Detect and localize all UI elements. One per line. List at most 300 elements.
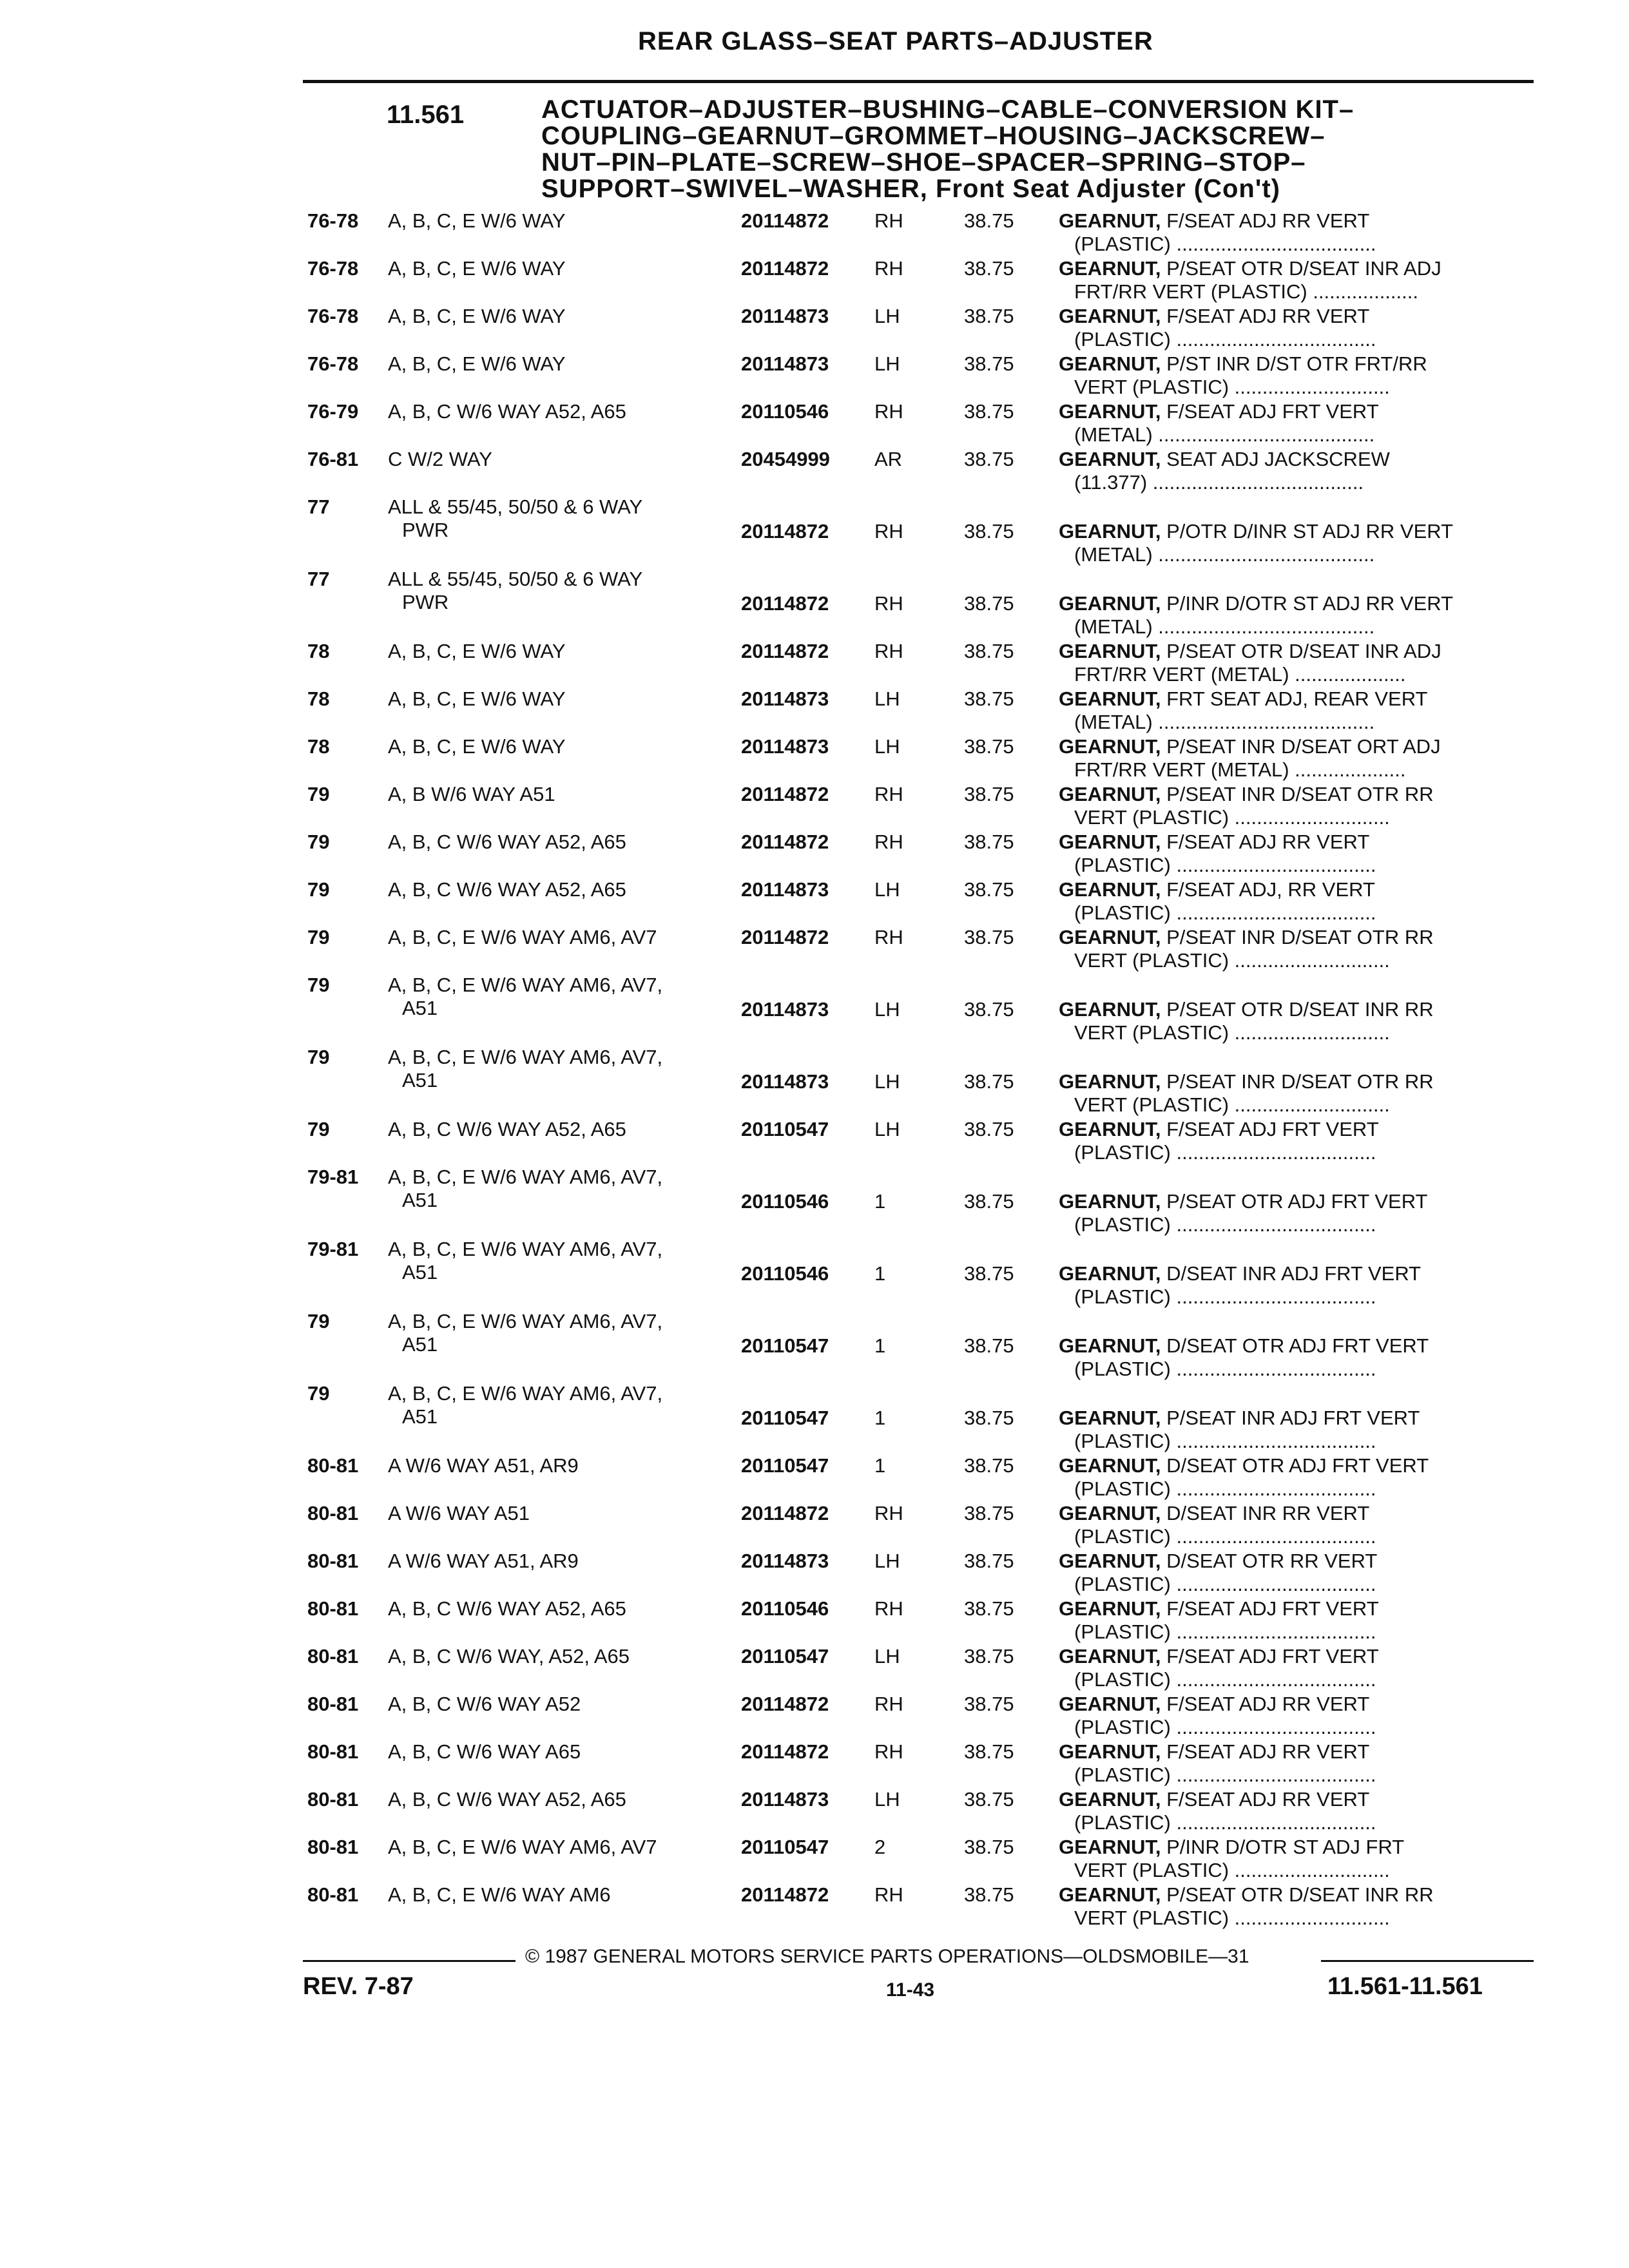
row-description-continued: VERT (PLASTIC) ............................	[1074, 1907, 1390, 1929]
row-side: RH	[874, 783, 903, 805]
row-model	[388, 568, 729, 614]
row-part-number: 20110546	[741, 1262, 829, 1285]
row-price: 38.75	[964, 640, 1014, 662]
row-model-text: A, B, C, E W/6 WAY AM6, AV7,	[388, 1238, 663, 1260]
row-model-text: A, B, C, E W/6 WAY AM6, AV7,	[388, 1046, 663, 1068]
row-part-number: 20110546	[741, 1597, 829, 1620]
row-description-name: GEARNUT,	[1059, 1693, 1161, 1715]
row-price: 38.75	[964, 1693, 1014, 1715]
row-description-name: GEARNUT,	[1059, 926, 1161, 948]
row-part-number: 20114873	[741, 735, 829, 758]
row-description-continued: (PLASTIC) ....................................	[1074, 1716, 1376, 1738]
row-part-number: 20110546	[741, 400, 829, 423]
row-description-continued: (PLASTIC) ....................................	[1074, 233, 1376, 255]
footer-page-number: 11-43	[886, 1979, 935, 2001]
row-description	[1059, 257, 1536, 303]
row-description-text: D/SEAT OTR RR VERT	[1161, 1550, 1378, 1572]
row-description	[1059, 1836, 1536, 1882]
row-model-text: ALL & 55/45, 50/50 & 6 WAY	[388, 495, 643, 518]
row-model-text: A W/6 WAY A51, AR9	[388, 1454, 579, 1477]
row-side: RH	[874, 1693, 903, 1715]
row-model	[388, 783, 729, 806]
row-side: LH	[874, 1788, 900, 1811]
row-price: 38.75	[964, 735, 1014, 758]
row-model	[388, 1118, 729, 1141]
row-model	[388, 1645, 729, 1668]
row-year: 79-81	[307, 1166, 359, 1188]
row-description-text: P/SEAT INR D/SEAT ORT ADJ	[1161, 735, 1441, 758]
row-part-number: 20114873	[741, 998, 829, 1021]
row-model	[388, 1740, 729, 1763]
row-description-text: P/SEAT OTR ADJ FRT VERT	[1161, 1190, 1428, 1213]
row-description	[1059, 1118, 1536, 1164]
row-side: 1	[874, 1407, 886, 1429]
row-model	[388, 1883, 729, 1907]
row-description-name: GEARNUT,	[1059, 1502, 1161, 1524]
row-model-text: A, B, C, E W/6 WAY	[388, 257, 566, 280]
row-model	[388, 1836, 729, 1859]
row-model-text: A, B, C, E W/6 WAY AM6, AV7,	[388, 974, 663, 996]
row-year: 80-81	[307, 1597, 359, 1620]
row-model-text: A, B, C, E W/6 WAY	[388, 352, 566, 375]
row-model	[388, 1382, 729, 1428]
row-part-number: 20110547	[741, 1836, 829, 1858]
row-description-text: P/INR D/OTR ST ADJ FRT	[1161, 1836, 1405, 1858]
row-description-name: GEARNUT,	[1059, 1550, 1161, 1572]
row-model-text-continued: A51	[402, 1069, 438, 1091]
row-year: 80-81	[307, 1788, 359, 1811]
row-model-text: A W/6 WAY A51, AR9	[388, 1550, 579, 1572]
row-year: 79	[307, 926, 330, 948]
row-year: 79	[307, 1382, 330, 1405]
row-model	[388, 1046, 729, 1092]
row-price: 38.75	[964, 400, 1014, 423]
row-description	[1059, 1550, 1536, 1596]
row-description-text: F/SEAT ADJ FRT VERT	[1161, 1645, 1379, 1667]
row-description-name: GEARNUT,	[1059, 1454, 1161, 1477]
row-side: LH	[874, 687, 900, 710]
row-model	[388, 400, 729, 423]
row-year: 77	[307, 568, 330, 590]
row-year: 80-81	[307, 1883, 359, 1906]
row-description-text: D/SEAT INR ADJ FRT VERT	[1161, 1262, 1422, 1285]
row-side: RH	[874, 640, 903, 662]
row-year: 76-78	[307, 352, 359, 375]
row-side: 1	[874, 1262, 886, 1285]
row-model	[388, 352, 729, 376]
row-description	[1059, 1334, 1536, 1381]
row-description	[1059, 1407, 1536, 1453]
row-description-continued: (11.377) ......................................	[1074, 471, 1364, 494]
row-description-continued: (PLASTIC) ....................................	[1074, 854, 1376, 876]
row-description	[1059, 1740, 1536, 1787]
row-model	[388, 495, 729, 542]
row-side: LH	[874, 998, 900, 1021]
row-description-continued: (PLASTIC) ....................................	[1074, 1285, 1376, 1308]
header-divider	[303, 80, 1534, 83]
row-price: 38.75	[964, 257, 1014, 280]
row-side: LH	[874, 878, 900, 901]
row-model-text: A, B, C, E W/6 WAY	[388, 687, 566, 710]
section-title-line: COUPLING–GEARNUT–GROMMET–HOUSING–JACKSCREW–	[541, 122, 1325, 150]
row-description-name: GEARNUT,	[1059, 687, 1161, 710]
row-model	[388, 1550, 729, 1573]
row-description	[1059, 783, 1536, 829]
row-description-text: D/SEAT OTR ADJ FRT VERT	[1161, 1334, 1429, 1357]
row-description-name: GEARNUT,	[1059, 520, 1161, 543]
row-description-name: GEARNUT,	[1059, 1070, 1161, 1093]
row-model-text-continued: A51	[402, 1405, 438, 1428]
row-part-number: 20110547	[741, 1334, 829, 1357]
row-price: 38.75	[964, 831, 1014, 853]
row-part-number: 20114873	[741, 1070, 829, 1093]
row-part-number: 20114873	[741, 305, 829, 327]
row-side: RH	[874, 257, 903, 280]
row-description-name: GEARNUT,	[1059, 1334, 1161, 1357]
row-model-text: A, B, C, E W/6 WAY AM6, AV7,	[388, 1310, 663, 1332]
row-model-text: C W/2 WAY	[388, 448, 492, 470]
row-model-text-continued: A51	[402, 1189, 438, 1211]
section-title-line: ACTUATOR–ADJUSTER–BUSHING–CABLE–CONVERSION KIT–	[541, 95, 1354, 124]
row-price: 38.75	[964, 1788, 1014, 1811]
row-side: AR	[874, 448, 903, 470]
row-model-text: A, B, C, E W/6 WAY AM6, AV7,	[388, 1382, 663, 1405]
row-description	[1059, 400, 1536, 447]
row-model-text: A, B, C, E W/6 WAY	[388, 209, 566, 232]
row-model	[388, 1310, 729, 1356]
row-model-text: A, B, C W/6 WAY A52, A65	[388, 1118, 626, 1140]
row-part-number: 20114872	[741, 831, 829, 853]
row-description-continued: (PLASTIC) ....................................	[1074, 1573, 1376, 1595]
row-price: 38.75	[964, 305, 1014, 327]
row-year: 76-78	[307, 209, 359, 232]
row-model	[388, 1454, 729, 1477]
row-part-number: 20114872	[741, 257, 829, 280]
footer-revision: REV. 7-87	[303, 1973, 414, 2000]
row-side: LH	[874, 352, 900, 375]
row-side: RH	[874, 592, 903, 615]
row-year: 79	[307, 878, 330, 901]
row-side: RH	[874, 831, 903, 853]
row-description-continued: (PLASTIC) ....................................	[1074, 1477, 1376, 1500]
row-description-continued: VERT (PLASTIC) ............................	[1074, 806, 1390, 829]
row-description-continued: (PLASTIC) ....................................	[1074, 1620, 1376, 1643]
row-description-text: FRT SEAT ADJ, REAR VERT	[1161, 687, 1428, 710]
row-year: 77	[307, 495, 330, 518]
row-description	[1059, 1645, 1536, 1691]
row-side: RH	[874, 1740, 903, 1763]
row-description-name: GEARNUT,	[1059, 1836, 1161, 1858]
row-part-number: 20114873	[741, 878, 829, 901]
row-side: 1	[874, 1190, 886, 1213]
row-description-continued: (PLASTIC) ....................................	[1074, 1668, 1376, 1691]
row-description-text: P/SEAT OTR D/SEAT INR RR	[1161, 998, 1434, 1021]
row-description-text: F/SEAT ADJ, RR VERT	[1161, 878, 1375, 901]
footer-divider-left	[303, 1960, 516, 1962]
row-model	[388, 926, 729, 949]
row-description	[1059, 687, 1536, 734]
row-model-text: A, B, C W/6 WAY A52, A65	[388, 831, 626, 853]
row-description	[1059, 878, 1536, 925]
row-description-name: GEARNUT,	[1059, 1597, 1161, 1620]
row-part-number: 20114872	[741, 1883, 829, 1906]
row-year: 80-81	[307, 1454, 359, 1477]
row-price: 38.75	[964, 1883, 1014, 1906]
section-title-line: SUPPORT–SWIVEL–WASHER, Front Seat Adjuster (Con't)	[541, 175, 1280, 203]
row-description-text: P/SEAT INR D/SEAT OTR RR	[1161, 1070, 1434, 1093]
row-price: 38.75	[964, 1407, 1014, 1429]
row-description-continued: FRT/RR VERT (METAL) ....................	[1074, 758, 1406, 781]
row-model-text: A, B, C W/6 WAY A52	[388, 1693, 581, 1715]
row-side: LH	[874, 1550, 900, 1572]
row-description-name: GEARNUT,	[1059, 400, 1161, 423]
row-part-number: 20114872	[741, 640, 829, 662]
row-description-text: F/SEAT ADJ RR VERT	[1161, 1788, 1370, 1811]
row-description-name: GEARNUT,	[1059, 352, 1161, 375]
row-model	[388, 735, 729, 758]
footer-divider-right	[1321, 1960, 1534, 1962]
row-year: 79	[307, 1046, 330, 1068]
row-side: LH	[874, 1118, 900, 1140]
row-side: LH	[874, 735, 900, 758]
row-model-text: A, B, C, E W/6 WAY AM6, AV7	[388, 1836, 657, 1858]
row-model	[388, 640, 729, 663]
row-model	[388, 209, 729, 233]
row-price: 38.75	[964, 1334, 1014, 1357]
row-price: 38.75	[964, 1190, 1014, 1213]
row-model-text: A, B, C W/6 WAY A65	[388, 1740, 581, 1763]
row-year: 79	[307, 1310, 330, 1332]
row-description-text: SEAT ADJ JACKSCREW	[1161, 448, 1390, 470]
row-side: RH	[874, 209, 903, 232]
row-description	[1059, 448, 1536, 494]
row-price: 38.75	[964, 1836, 1014, 1858]
row-price: 38.75	[964, 1070, 1014, 1093]
row-year: 76-79	[307, 400, 359, 423]
row-model	[388, 1166, 729, 1212]
row-description	[1059, 520, 1536, 566]
row-description-name: GEARNUT,	[1059, 1190, 1161, 1213]
row-year: 76-78	[307, 257, 359, 280]
row-part-number: 20114873	[741, 1550, 829, 1572]
row-description-continued: (PLASTIC) ....................................	[1074, 901, 1376, 924]
row-description-name: GEARNUT,	[1059, 831, 1161, 853]
row-model	[388, 878, 729, 901]
row-model	[388, 831, 729, 854]
row-description-continued: (PLASTIC) ....................................	[1074, 1213, 1376, 1236]
row-description-continued: (PLASTIC) ....................................	[1074, 1141, 1376, 1164]
row-description-name: GEARNUT,	[1059, 1262, 1161, 1285]
row-description-text: F/SEAT ADJ FRT VERT	[1161, 1597, 1379, 1620]
row-description-continued: VERT (PLASTIC) ............................	[1074, 1093, 1390, 1116]
section-title	[541, 97, 1534, 202]
row-part-number: 20114873	[741, 352, 829, 375]
row-price: 38.75	[964, 1740, 1014, 1763]
row-description-name: GEARNUT,	[1059, 1740, 1161, 1763]
row-model-text: A, B, C W/6 WAY A52, A65	[388, 1788, 626, 1811]
row-part-number: 20110547	[741, 1645, 829, 1667]
row-year: 80-81	[307, 1502, 359, 1524]
row-side: RH	[874, 1883, 903, 1906]
row-description	[1059, 209, 1536, 256]
row-description	[1059, 926, 1536, 972]
row-description-continued: FRT/RR VERT (PLASTIC) ...................	[1074, 280, 1418, 303]
row-year: 80-81	[307, 1836, 359, 1858]
row-description-continued: (PLASTIC) ....................................	[1074, 328, 1376, 351]
row-description-text: F/SEAT ADJ RR VERT	[1161, 209, 1370, 232]
row-year: 79	[307, 1118, 330, 1140]
row-part-number: 20110546	[741, 1190, 829, 1213]
row-part-number: 20114872	[741, 592, 829, 615]
row-model-text: A, B W/6 WAY A51	[388, 783, 555, 805]
row-price: 38.75	[964, 1645, 1014, 1667]
row-model	[388, 687, 729, 711]
row-description-text: D/SEAT OTR ADJ FRT VERT	[1161, 1454, 1429, 1477]
row-description	[1059, 1788, 1536, 1834]
row-description-text: P/SEAT OTR D/SEAT INR ADJ	[1161, 640, 1441, 662]
row-part-number: 20114873	[741, 687, 829, 710]
row-side: RH	[874, 1502, 903, 1524]
row-description-name: GEARNUT,	[1059, 305, 1161, 327]
row-year: 80-81	[307, 1740, 359, 1763]
row-side: RH	[874, 520, 903, 543]
row-year: 78	[307, 687, 330, 710]
footer-copyright: © 1987 GENERAL MOTORS SERVICE PARTS OPERATIONS—OLDSMOBILE—31	[525, 1946, 1249, 1967]
row-model-text: A, B, C W/6 WAY, A52, A65	[388, 1645, 630, 1667]
row-model	[388, 1502, 729, 1525]
row-description-name: GEARNUT,	[1059, 1645, 1161, 1667]
row-price: 38.75	[964, 592, 1014, 615]
row-part-number: 20114872	[741, 520, 829, 543]
row-price: 38.75	[964, 1454, 1014, 1477]
row-description-name: GEARNUT,	[1059, 448, 1161, 470]
row-description-continued: (METAL) .......................................	[1074, 615, 1375, 638]
section-number: 11.561	[387, 101, 465, 129]
row-part-number: 20114872	[741, 209, 829, 232]
row-description	[1059, 831, 1536, 877]
row-year: 78	[307, 640, 330, 662]
row-description-continued: (PLASTIC) ....................................	[1074, 1358, 1376, 1380]
row-model-text: A, B, C, E W/6 WAY AM6	[388, 1883, 611, 1906]
row-description-continued: VERT (PLASTIC) ............................	[1074, 949, 1390, 972]
row-description-continued: (PLASTIC) ....................................	[1074, 1525, 1376, 1548]
page-title: REAR GLASS–SEAT PARTS–ADJUSTER	[638, 27, 1153, 55]
row-description-name: GEARNUT,	[1059, 640, 1161, 662]
row-side: 2	[874, 1836, 886, 1858]
row-model-text-continued: A51	[402, 1261, 438, 1283]
row-part-number: 20114872	[741, 1502, 829, 1524]
row-year: 79	[307, 974, 330, 996]
row-description	[1059, 1262, 1536, 1309]
row-description-text: F/SEAT ADJ RR VERT	[1161, 1740, 1370, 1763]
row-year: 76-81	[307, 448, 359, 470]
row-price: 38.75	[964, 448, 1014, 470]
row-description-name: GEARNUT,	[1059, 592, 1161, 615]
section-title-line: NUT–PIN–PLATE–SCREW–SHOE–SPACER–SPRING–STOP–	[541, 148, 1306, 177]
row-side: RH	[874, 926, 903, 948]
row-description-continued: VERT (PLASTIC) ............................	[1074, 1021, 1390, 1044]
row-description	[1059, 352, 1536, 399]
row-part-number: 20114872	[741, 926, 829, 948]
row-description-name: GEARNUT,	[1059, 257, 1161, 280]
row-model-text: ALL & 55/45, 50/50 & 6 WAY	[388, 568, 643, 590]
row-description-continued: VERT (PLASTIC) ............................	[1074, 376, 1390, 398]
row-model-text: A, B, C, E W/6 WAY	[388, 305, 566, 327]
row-description-text: P/OTR D/INR ST ADJ RR VERT	[1161, 520, 1454, 543]
row-part-number: 20110547	[741, 1118, 829, 1140]
row-description	[1059, 305, 1536, 351]
row-description-text: P/SEAT OTR D/SEAT INR ADJ	[1161, 257, 1441, 280]
row-description-continued: (METAL) .......................................	[1074, 711, 1375, 733]
row-price: 38.75	[964, 998, 1014, 1021]
footer-section-range: 11.561-11.561	[1327, 1973, 1483, 2000]
row-description-name: GEARNUT,	[1059, 1883, 1161, 1906]
row-description-name: GEARNUT,	[1059, 998, 1161, 1021]
row-description-name: GEARNUT,	[1059, 878, 1161, 901]
row-side: RH	[874, 400, 903, 423]
row-description-name: GEARNUT,	[1059, 735, 1161, 758]
row-description-continued: (METAL) .......................................	[1074, 423, 1375, 446]
row-part-number: 20454999	[741, 448, 830, 470]
row-price: 38.75	[964, 520, 1014, 543]
row-year: 80-81	[307, 1693, 359, 1715]
row-side: LH	[874, 305, 900, 327]
row-year: 76-78	[307, 305, 359, 327]
row-description-text: F/SEAT ADJ RR VERT	[1161, 305, 1370, 327]
row-description-continued: (PLASTIC) ....................................	[1074, 1811, 1376, 1834]
row-model-text-continued: PWR	[402, 591, 449, 613]
row-description	[1059, 998, 1536, 1044]
row-description-text: P/SEAT INR D/SEAT OTR RR	[1161, 926, 1434, 948]
row-model	[388, 257, 729, 280]
row-model-text: A, B, C, E W/6 WAY	[388, 735, 566, 758]
row-description-text: F/SEAT ADJ RR VERT	[1161, 831, 1370, 853]
row-model-text: A, B, C W/6 WAY A52, A65	[388, 400, 626, 423]
row-price: 38.75	[964, 1550, 1014, 1572]
row-description-name: GEARNUT,	[1059, 1788, 1161, 1811]
row-description	[1059, 640, 1536, 686]
row-description	[1059, 1502, 1536, 1548]
row-description-name: GEARNUT,	[1059, 783, 1161, 805]
row-model-text: A W/6 WAY A51	[388, 1502, 530, 1524]
row-price: 38.75	[964, 1502, 1014, 1524]
row-price: 38.75	[964, 209, 1014, 232]
row-part-number: 20110547	[741, 1407, 829, 1429]
row-part-number: 20114872	[741, 1740, 829, 1763]
row-description-text: F/SEAT ADJ RR VERT	[1161, 1693, 1370, 1715]
row-price: 38.75	[964, 1262, 1014, 1285]
row-part-number: 20114872	[741, 783, 829, 805]
row-model-text: A, B, C, E W/6 WAY AM6, AV7	[388, 926, 657, 948]
row-description-name: GEARNUT,	[1059, 209, 1161, 232]
row-model-text: A, B, C W/6 WAY A52, A65	[388, 878, 626, 901]
row-model-text-continued: A51	[402, 997, 438, 1019]
row-description-continued: VERT (PLASTIC) ............................	[1074, 1859, 1390, 1881]
row-description-continued: (METAL) .......................................	[1074, 543, 1375, 566]
row-description	[1059, 1693, 1536, 1739]
row-model	[388, 448, 729, 471]
row-price: 38.75	[964, 1597, 1014, 1620]
row-description	[1059, 1190, 1536, 1236]
row-year: 79	[307, 831, 330, 853]
row-model-text: A, B, C, E W/6 WAY	[388, 640, 566, 662]
row-model	[388, 305, 729, 328]
row-side: 1	[874, 1334, 886, 1357]
row-price: 38.75	[964, 878, 1014, 901]
row-description-text: P/SEAT OTR D/SEAT INR RR	[1161, 1883, 1434, 1906]
row-model-text-continued: A51	[402, 1333, 438, 1356]
row-description-text: F/SEAT ADJ FRT VERT	[1161, 400, 1379, 423]
